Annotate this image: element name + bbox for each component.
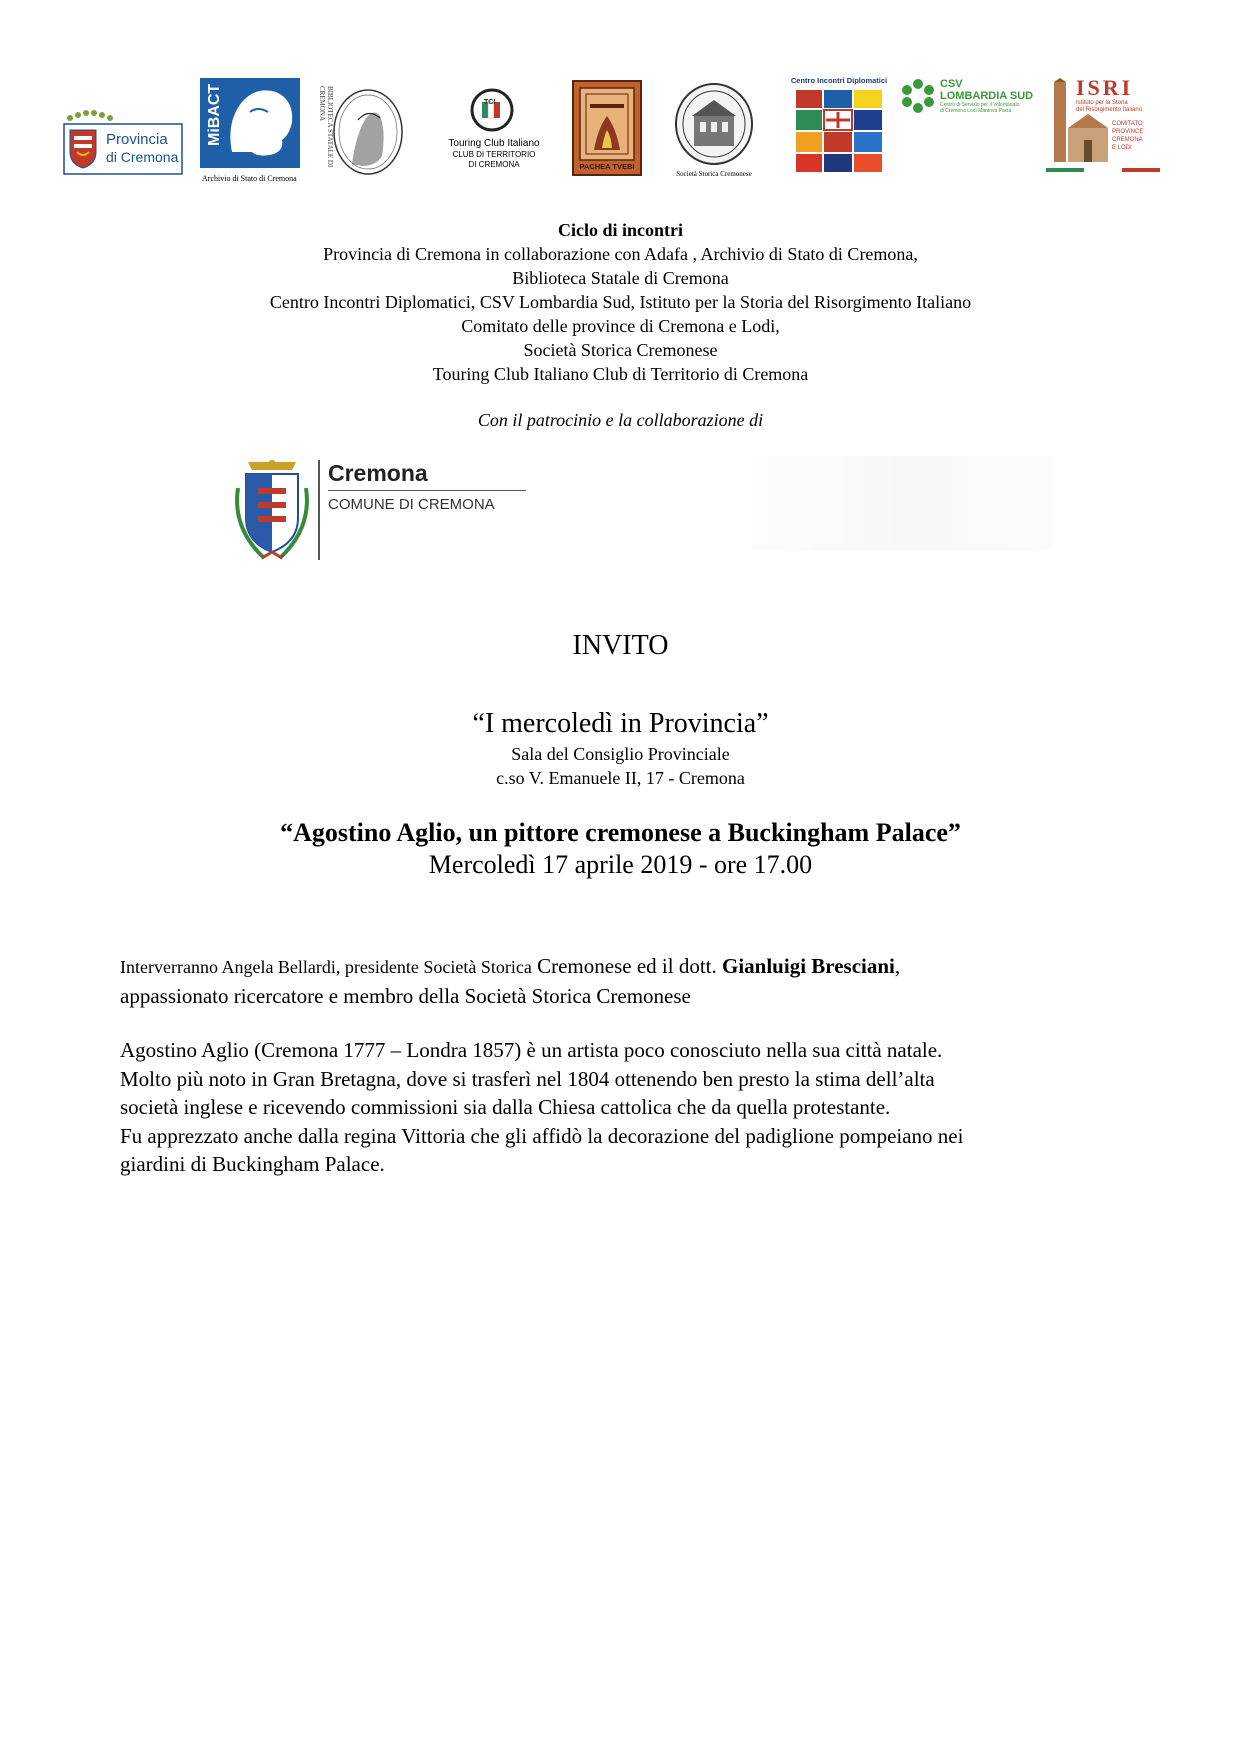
isri-side2: PROVINCE [1112, 129, 1144, 135]
organisers-line-4: Comitato delle province di Cremona e Lodi, [461, 316, 780, 336]
organisers-block [0, 218, 1241, 386]
touring-badge-icon [470, 88, 514, 132]
societa-storica-logo [666, 80, 762, 180]
isri-acronym: ISRI [1076, 75, 1134, 100]
isri-side4: E LODI [1112, 145, 1132, 151]
address: c.so V. Emanuele II, 17 - Cremona [496, 768, 745, 788]
description-line-3: società inglese e ricevendo commissioni sia dalla Chiesa cattolica che da quella protestante. [120, 1095, 891, 1119]
provincia-line1: Provincia [106, 131, 168, 148]
cathedral-icon [1046, 78, 1110, 170]
adafa-logo [572, 80, 642, 176]
isri-line2: del Risorgimento Italiano [1076, 107, 1143, 113]
organisers-line-6: Touring Club Italiano Club di Territorio di Cremona [432, 364, 809, 384]
organisers-line-1: Provincia di Cremona in collaborazione con Adafa , Archivio di Stato di Cremona, [323, 244, 918, 264]
comune-crest-icon [232, 458, 312, 566]
isri-side1: COMITATO [1112, 121, 1143, 127]
mibact-brand: MiBACT [206, 83, 223, 146]
speakers-intro: Interverranno Angela Bellardi, presidente Società Storica [120, 957, 532, 977]
description-line-2: Molto più noto in Gran Bretagna, dove si trasferì nel 1804 ottenendo ben presto la stima dell’alta [120, 1066, 935, 1091]
biblioteca-logo [318, 86, 414, 184]
mibact-logo [200, 78, 300, 186]
csv-line1: CSV [940, 78, 963, 90]
touring-line2: CLUB DI TERRITORIO [452, 150, 536, 159]
organisers-line-2: Biblioteca Statale di Cremona [512, 268, 729, 288]
speaker-name: Gianluigi Bresciani [722, 954, 895, 978]
touring-line3: DI CREMONA [468, 160, 520, 169]
isri-line1: Istituto per la Storia [1076, 100, 1128, 106]
organisers-line-5: Società Storica Cremonese [523, 340, 718, 360]
description-line-4: Fu apprezzato anche dalla regina Vittoria che gli affidò la decorazione del padiglione pompeiano nei [120, 1123, 964, 1148]
series-title: “I mercoledì in Provincia” [472, 708, 769, 739]
comune-cremona-logo [232, 458, 532, 566]
cid-caption: Centro Incontri Diplomatici [790, 76, 888, 85]
touring-club-logo [440, 88, 548, 182]
comune-rule [328, 490, 526, 491]
touring-line1: Touring Club Italiano [448, 138, 540, 149]
flags-globe-icon [792, 86, 886, 176]
speakers-paragraph [120, 952, 1150, 1010]
comune-divider [318, 460, 320, 560]
invite-heading: INVITO [572, 630, 669, 661]
csv-flower-icon [900, 78, 936, 114]
cid-logo [790, 76, 888, 176]
adafa-word: PACHEA TVEBI [579, 162, 635, 171]
faded-logo-area [752, 456, 1052, 550]
description-paragraph [120, 1036, 1150, 1179]
csv-logo [900, 78, 1040, 118]
mibact-head-icon [222, 82, 298, 166]
tricolor-bar [1046, 168, 1160, 172]
provincia-cremona-logo [60, 108, 186, 176]
societa-caption: Società Storica Cremonese [676, 170, 752, 178]
mibact-caption: Archivio di Stato di Cremona [202, 174, 297, 183]
talk-title: “Agostino Aglio, un pittore cremonese a Buckingham Palace” [280, 818, 961, 847]
patronage-line: Con il patrocinio e la collaborazione di [477, 410, 764, 430]
speakers-line-2: appassionato ricercatore e membro della Società Storica Cremonese [120, 983, 691, 1008]
isri-side3: CREMONA [1112, 137, 1143, 143]
venue: Sala del Consiglio Provinciale [511, 744, 730, 764]
isri-logo [1046, 76, 1160, 184]
description-line-5: giardini di Buckingham Palace. [120, 1152, 385, 1176]
touring-badge-text: TCI [484, 99, 496, 106]
description-line-1: Agostino Aglio (Cremona 1777 – Londra 1857) è un artista poco conosciuto nella sua città natale. [120, 1038, 943, 1062]
organisers-line-3: Centro Incontri Diplomatici, CSV Lombardia Sud, Istituto per la Storia del Risorgimento Italiano [269, 292, 972, 312]
comune-subtitle: COMUNE DI CREMONA [328, 496, 495, 513]
csv-line4: di Cremona Lodi Mantova Pavia [940, 108, 1012, 114]
speakers-mid: Cremonese ed il dott. [531, 954, 722, 978]
biblioteca-vertical-text: BIBLIOTECA STATALE DI CREMONA [318, 86, 334, 168]
biblioteca-seal-icon [322, 86, 414, 184]
provincia-line2: di Cremona [106, 149, 179, 165]
cycle-title: Ciclo di incontri [558, 220, 683, 240]
societa-seal-icon [666, 80, 762, 168]
event-datetime: Mercoledì 17 aprile 2019 - ore 17.00 [428, 850, 813, 879]
csv-line3: Centro di Servizio per il Volontariato [940, 102, 1020, 108]
csv-line2: LOMBARDIA SUD [940, 90, 1034, 102]
comune-title: Cremona [328, 460, 428, 486]
speakers-end: , [894, 954, 901, 978]
